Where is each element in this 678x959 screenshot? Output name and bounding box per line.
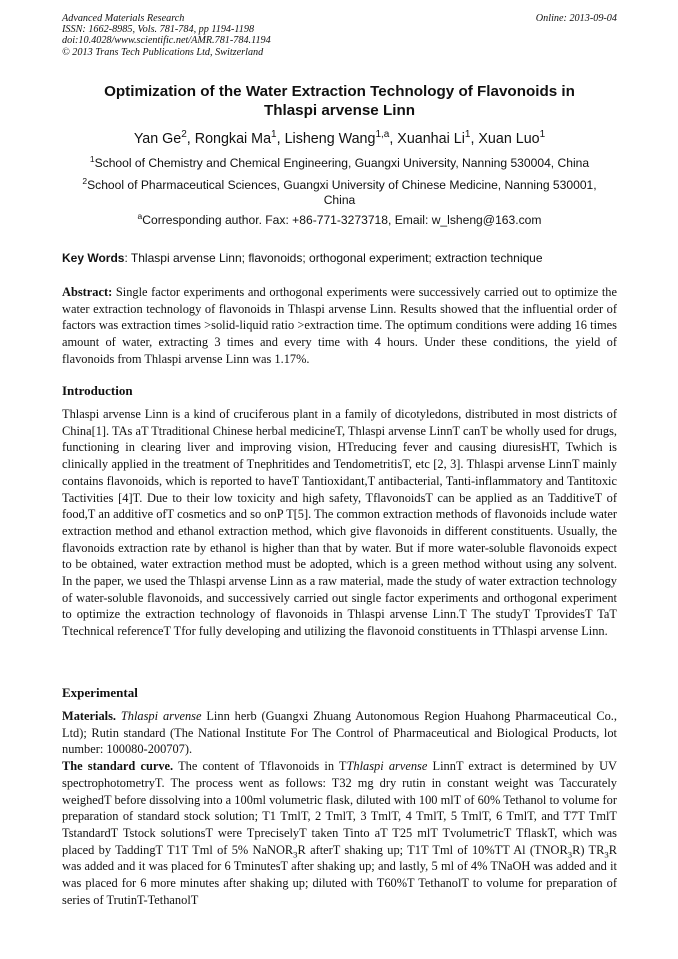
affiliation-2-line-2: China [323,193,356,207]
materials-label: Materials. [62,709,117,723]
keywords [62,251,617,266]
author-list: Yan Ge$^2$, Rongkai Ma$^1$, Lisheng Wang$^{1,a}$, Xuanhai Li$^1$, Xuan Luo$^1$ [133,129,546,147]
curve-sub-3: 3 [604,849,609,860]
curve-text-2: LinnT extract is determined by UV spectrophotometryT. The process went as follows: T32 mg dry rutin in constant weight was Taccurately weighedT before dissolving into a 100ml volumetric flask, diluted with 100 mlT of 60% Tethanol to volume for preparation of standard stock solution; T1 TmlT, 2 TmlT, 3 TmlT, 4 TmlT, 5 TmlT, 6 TmlT, and T7T TmlT TstandardT Tstock solutionsT were TpreciselyT taken Tinto aT T25 mlT TvolumetricT TflaskT, which was placed by TaddingT T1T Tml of 5% NaNOR [62,759,618,857]
author-name: Lisheng Wang [284,131,376,147]
affiliation-1-text: School of Chemistry and Chemical Engineering, Guangxi University, Nanning 530004, China [94,156,590,170]
affiliation-1-sup: 1 [89,153,95,164]
introduction-text: Thlaspi arvense Linn is a kind of cruciferous plant in a family of dicotyledons, distributed in most districts of China[1]. TAs aT Ttraditional Chinese herbal medicineT, Thlaspi arvense LinnT canT be wholly used for drugs, functioning in clearing liver and improving vision, HTreducing fever and causing diuresisHT, Twhich is clinically applied in the treatment of Tnephritides and TendometritisT, etc [2, 3]. Thlaspi arvense LinnT mainly contains flavonoids, which is reported to haveT Tantioxidant,T antibacterial, Tanti-inflammatory and Tantitoxic Tactivities [4]T. Due to their low toxicity and high safety, TflavonoidsT can be applied as an TadditiveT of food,T an additive ofT cosmetics and so onP T[5]. The common extraction methods of flavonoids include water extraction method and ethanol extraction method, which give flavonoids in different constituents. Usually, the flavonoids extraction rate by ethanol is higher than that by water. But if more water-soluble flavonoids expect to be obtained, water extraction method must be adopted, which is a green method without using any solvent. In the paper, we used the Thlaspi arvense Linn as a raw material, made the study of water extraction technology of water-soluble flavonoids, and successively carried out single factor experiments and orthogonal experiment to optimize the extraction technology of flavonoids in Thlaspi arvense Linn.T The studyT TprovidesT TaT Ttechnical referenceT Tfor fully developing and utilizing the flavonoid constituents in TThlaspi arvense Linn. [62,407,617,639]
journal-header [62,13,617,58]
materials-text: Linn herb (Guangxi Zhuang Autonomous Region Huahong Pharmaceutical Co., Ltd); Rutin standard (The National Institute For The Control of Pharmaceutical and Biological Products, lot number: 100080-200707). [62,709,617,757]
materials-species: Thlaspi arvense [120,709,202,723]
author-sup: 2 [181,129,187,141]
abstract [62,284,617,368]
online-date: Online: 2013-09-04 [535,13,617,24]
abstract-label: Abstract: [62,285,113,299]
standard-curve-paragraph [62,758,617,908]
curve-sub-2: 3 [567,849,573,860]
corresponding-text: Corresponding author. Fax: +86-771-3273718, Email: w_lsheng@163.com [142,213,542,227]
curve-species: Thlaspi arvense [346,759,428,774]
author-name: Yan Ge [133,131,182,147]
author-sup: 1 [464,129,471,141]
curve-text-1: The content of Tflavonoids in T [173,759,347,774]
affiliation-2-line-1: School of Pharmaceutical Sciences, Guangxi University of Chinese Medicine, Nanning 530001, [87,178,597,192]
title-line-1: Optimization of the Water Extraction Technology of Flavonoids in [104,83,575,100]
author-sup: 1 [271,129,277,141]
title-line-2: Thlaspi arvense Linn [263,102,416,119]
curve-text-4: R) TR [572,842,605,857]
author-sup: 1,a [375,129,390,141]
keywords-text: : Thlaspi arvense Linn; flavonoids; orthogonal experiment; extraction technique [124,251,543,265]
journal-name: Advanced Materials Research [62,13,185,24]
materials-paragraph [62,708,617,758]
author-sup: 1 [539,129,546,141]
corresponding-author [62,210,617,228]
journal-doi: doi:10.4028/www.scientific.net/AMR.781-784.1194 [62,35,271,47]
affiliation-1 [62,153,617,171]
author-name: Xuanhai Li [397,131,465,147]
paper-title [62,82,617,120]
author-name: Rongkai Ma [194,131,272,147]
author-name: Xuan Luo [478,131,540,147]
introduction-heading: Introduction [62,383,133,398]
affiliation-2 [62,175,617,208]
corresponding-sup: a [137,210,143,221]
curve-text-3: R afterT shaking up; T1T Tml of 10%TT Al (TNOR [297,842,568,857]
affiliation-2-sup: 2 [82,175,88,186]
experimental-section [62,708,617,908]
standard-curve-label: The standard curve. [62,759,174,774]
abstract-text: Single factor experiments and orthogonal experiments were successively carried out to optimize the water extraction technology of flavonoids in Thlaspi arvense Linn. Results showed that the influential order of factors was extraction times >solid-liquid ratio >extraction time. The optimum conditions were adding 16 times amount of water, extracting 3 times and every time with 4 hours. Under these conditions, the yield of flavonoids from Thlaspi arvense Linn was 1.17%. [62,285,617,366]
experimental-heading: Experimental [62,685,138,700]
curve-sub-1: 3 [293,849,298,860]
journal-issn: ISSN: 1662-8985, Vols. 781-784, pp 1194-1198 [62,24,255,36]
curve-text-5: R was added and it was placed for 6 TminutesT after shaking up; and lastly, 5 ml of 4% TNaOH was added and it was placed for 6 more minutes after shaking up; diluted with T60%T TethanolT to volume for preparation of series of TrutinT-TethanolT [62,842,617,907]
journal-copyright: © 2013 Trans Tech Publications Ltd, Switzerland [62,46,264,58]
keywords-label: Key Words [62,251,125,265]
